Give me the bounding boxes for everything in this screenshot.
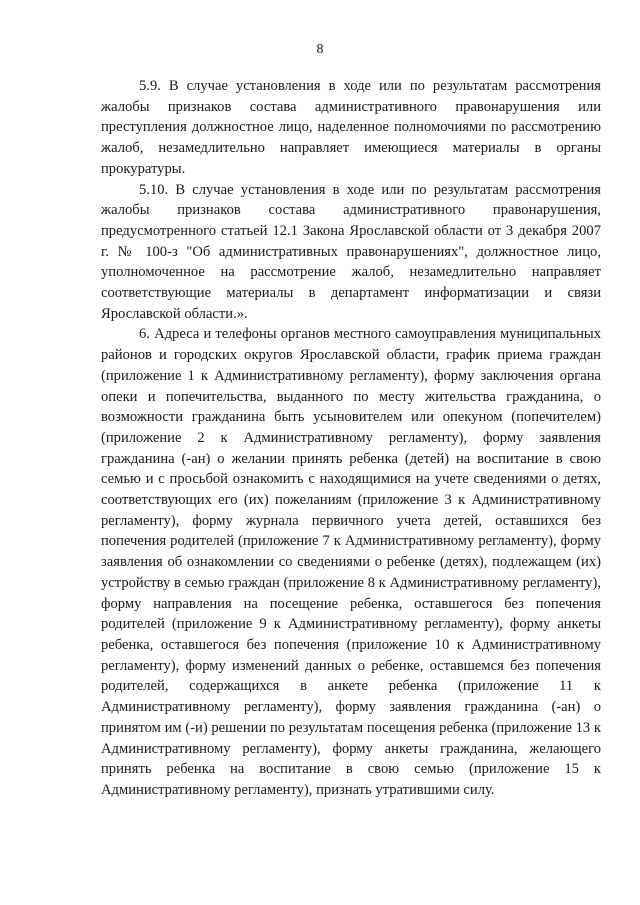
document-body: [101, 76, 601, 801]
page-number: 8: [316, 42, 324, 57]
paragraph-6: 6. Адреса и телефоны органов местного самоуправления муниципальных районов и городских округов Ярославской области, график приема граждан (приложение 1 к Административному регламенту), форму заключения органа опеки и попечительства, выданного по месту жительства гражданина, о возможности гражданина быть усыновителем или опекуном (попечителем) (приложение 2 к Административному регламенту), форму заявления гражданина (-ан) о желании принять ребенка (детей) на воспитание в свою семью и с просьбой ознакомить с находящимися на учете сведениями о детях, соответствующих его (их) пожеланиям (приложение 3 к Административному регламенту), форму журнала первичного учета детей, оставшихся без попечения родителей (приложение 7 к Административному регламенту), форму заявления об ознакомлении со сведениями о ребенке (детях), подлежащем (их) устройству в семью граждан (приложение 8 к Административному регламенту), форму направления на посещение ребенка, оставшегося без попечения родителей (приложение 9 к Административному регламенту), форму анкеты ребенка, оставшегося без попечения (приложение 10 к Административному регламенту), форму изменений данных о ребенке, оставшемся без попечения родителей, содержащихся в анкете ребенка (приложение 11 к Административному регламенту), форму заявления гражданина (-ан) о принятом им (-и) решении по результатам посещения ребенка (приложение 13 к Административному регламенту), форму анкеты гражданина, желающего принять ребенка на воспитание в свою семью (приложение 15 к Административному регламенту), признать утратившими силу.: [101, 326, 601, 798]
paragraph-5-10: 5.10. В случае установления в ходе или по результатам рассмотрения жалобы признаков состава административного правонарушения, предусмотренного статьей 12.1 Закона Ярославской области от 3 декабря 2007 г. № 100-з "Об административных правонарушениях", должностное лицо, уполномоченное на рассмотрение жалоб, незамедлительно направляет соответствующие материалы в департамент информатизации и связи Ярославской области.».: [101, 181, 601, 322]
paragraph-5-9: 5.9. В случае установления в ходе или по результатам рассмотрения жалобы признаков состава административного правонарушения или преступления должностное лицо, наделенное полномочиями по рассмотрению жалоб, незамедлительно направляет имеющиеся материалы в органы прокуратуры.: [101, 78, 601, 177]
